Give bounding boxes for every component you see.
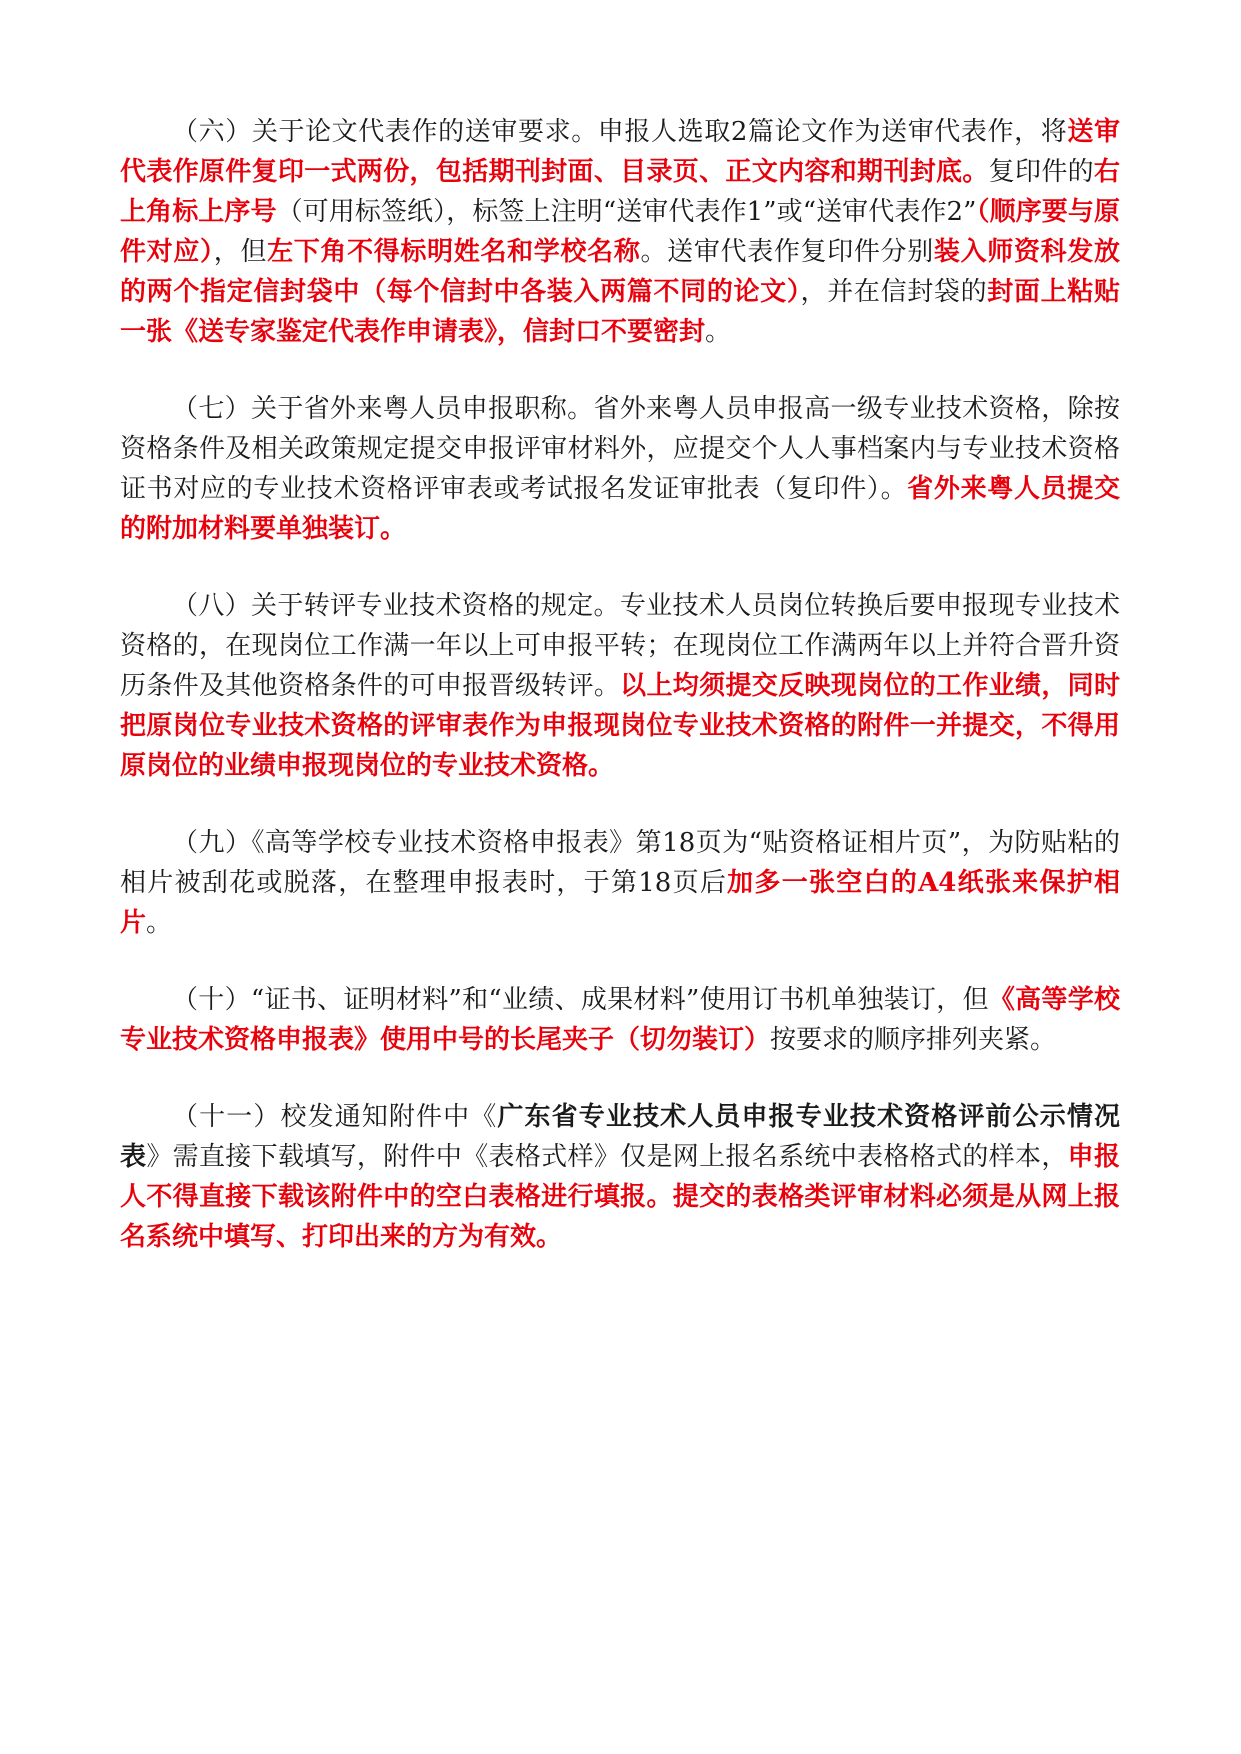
paragraph-8	[120, 586, 1120, 786]
p6-text: （可用标签纸），标签上注明“送审代表作1”或“送审代表作2”	[276, 197, 977, 227]
p6-text: 复印件的	[988, 157, 1094, 187]
p8-text: （八）关于转评专业技术资格的规定。专业技术人员岗位转换后要申报现专业技术资格的，在现岗位工作满一年以上可申报平转；在现岗位工作满两年以上并符合晋升资历条件及其他资格条件的可申报晋级转评。	[120, 591, 1120, 701]
p10-text: （十）“证书、证明材料”和“业绩、成果材料”使用订书机单独装订，但	[172, 985, 989, 1015]
paragraph-10	[120, 980, 1120, 1060]
p6-text: ，并在信封袋的	[800, 277, 988, 307]
p11-text: 》需直接下载填写，附件中《表格式样》仅是网上报名系统中表格格式的样本，	[146, 1142, 1068, 1172]
p7-text: （七）关于省外来粤人员申报职称。省外来粤人员申报高一级专业技术资格，除按资格条件及相关政策规定提交申报评审材料外，应提交个人人事档案内与专业技术资格证书对应的专业技术资格评审表或考试报名发证审批表（复印件）。	[120, 394, 1120, 504]
p8-highlight: 以上均须提交反映现岗位的工作业绩，同时把原岗位专业技术资格的评审表作为申报现岗位专业技术资格的附件一并提交，不得用原岗位的业绩申报现岗位的专业技术资格。	[120, 671, 1120, 781]
paragraph-11	[120, 1097, 1120, 1257]
p11-text: （十一）校发通知附件中《	[172, 1102, 498, 1132]
p9-highlight: 加多一张空白的A4纸张来保护相片	[120, 868, 1121, 938]
p9-text: （九）《高等学校专业技术资格申报表》第18页为“贴资格证相片页”，为防贴粘的相片被刮花或脱落，在整理申报表时，于第18页后	[120, 828, 1120, 898]
p6-text: （六）关于论文代表作的送审要求。申报人选取2篇论文作为送审代表作，将	[172, 117, 1068, 147]
p6-text: 。送审代表作复印件分别	[640, 237, 934, 267]
p6-highlight: 封面上粘贴一张《送专家鉴定代表作申请表》，信封口不要密封	[120, 277, 1120, 347]
p6-text: 。	[705, 317, 732, 347]
paragraph-9	[120, 823, 1120, 943]
p6-highlight: 送审代表作原件复印一式两份，包括期刊封面、目录页、正文内容和期刊封底。	[120, 117, 1120, 187]
p11-bold-title: 广东省专业技术人员申报专业技术资格评前公示情况表	[120, 1102, 1120, 1172]
p10-text: 按要求的顺序排列夹紧。	[770, 1025, 1057, 1055]
p6-text: ，但	[213, 237, 268, 267]
p11-highlight: 申报人不得直接下载该附件中的空白表格进行填报。提交的表格类评审材料必须是从网上报名系统中填写、打印出来的方为有效。	[120, 1142, 1120, 1252]
p9-text: 。	[146, 908, 173, 938]
p7-highlight: 省外来粤人员提交的附加材料要单独装订。	[120, 474, 1120, 544]
paragraph-6	[120, 112, 1120, 352]
p10-highlight: 《高等学校专业技术资格申报表》使用中号的长尾夹子（切勿装订）	[120, 985, 1120, 1055]
p6-highlight: （顺序要与原件对应）	[120, 197, 1120, 267]
document-body	[120, 112, 1120, 1294]
paragraph-7	[120, 389, 1120, 549]
p6-highlight: 装入师资科发放的两个指定信封袋中（每个信封中各装入两篇不同的论文）	[120, 237, 1120, 307]
p6-highlight: 左下角不得标明姓名和学校名称	[267, 237, 641, 267]
p6-highlight: 右上角标上序号	[120, 157, 1120, 227]
